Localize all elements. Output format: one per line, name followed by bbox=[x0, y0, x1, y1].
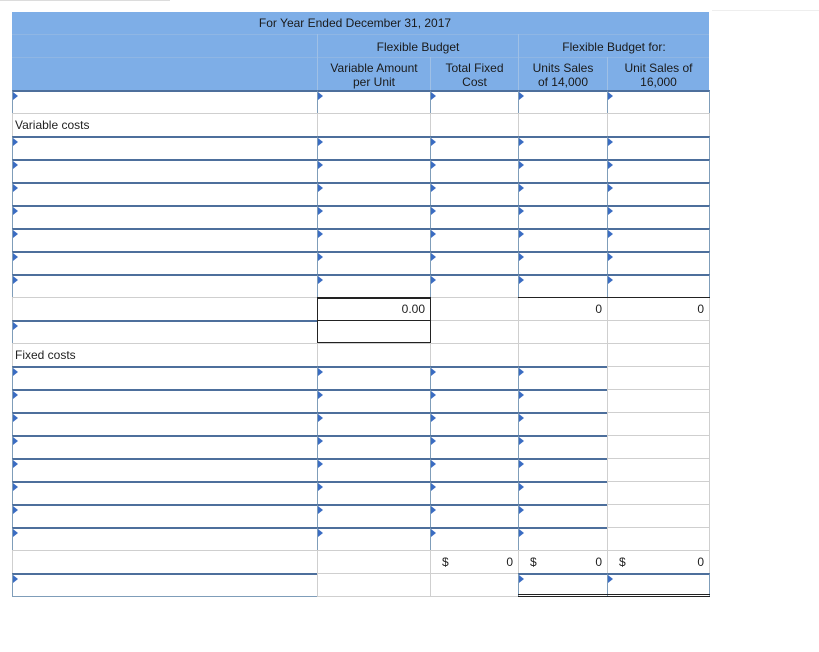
dropdown-marker-icon bbox=[431, 391, 436, 399]
fixed-cost-row-input[interactable] bbox=[518, 366, 608, 390]
dropdown-marker-icon bbox=[13, 575, 18, 583]
dropdown-marker-icon bbox=[318, 207, 323, 215]
fixed-cost-row-input[interactable] bbox=[12, 412, 318, 436]
fixed-cost-row-cell bbox=[607, 389, 710, 413]
variable-costs-label-row-cell bbox=[317, 113, 431, 137]
net-income-row-cell bbox=[430, 573, 519, 597]
dollar-sign: $ bbox=[530, 555, 537, 569]
fixed-cost-row-input[interactable] bbox=[518, 481, 608, 505]
col-header-units-16000-line2: 16,000 bbox=[640, 75, 677, 89]
fixed-total-row-cell bbox=[12, 550, 318, 574]
variable-cost-row-input[interactable] bbox=[430, 159, 519, 183]
top-divider bbox=[0, 0, 170, 1]
dropdown-marker-icon bbox=[519, 184, 524, 192]
fixed-cost-row-input[interactable] bbox=[317, 458, 431, 482]
fixed-cost-row-input[interactable] bbox=[518, 458, 608, 482]
header-input-row-input[interactable] bbox=[12, 90, 318, 114]
fixed-cost-row-input[interactable] bbox=[430, 435, 519, 459]
dropdown-marker-icon bbox=[431, 184, 436, 192]
fixed-cost-row-input[interactable] bbox=[430, 458, 519, 482]
dropdown-marker-icon bbox=[13, 460, 18, 468]
dropdown-marker-icon bbox=[431, 529, 436, 537]
fixed-cost-row-input[interactable] bbox=[12, 527, 318, 551]
fixed-cost-row-cell bbox=[607, 458, 710, 482]
header-divider bbox=[12, 34, 709, 35]
variable-total-row-cell bbox=[12, 297, 318, 321]
fixed-cost-row-cell bbox=[607, 366, 710, 390]
dropdown-marker-icon bbox=[519, 506, 524, 514]
dropdown-marker-icon bbox=[318, 368, 323, 376]
dropdown-marker-icon bbox=[519, 276, 524, 284]
net-income-row-input[interactable] bbox=[12, 573, 318, 597]
variable-cost-row-input[interactable] bbox=[317, 274, 431, 298]
dropdown-marker-icon bbox=[519, 161, 524, 169]
dropdown-marker-icon bbox=[519, 529, 524, 537]
dropdown-marker-icon bbox=[318, 184, 323, 192]
contribution-row-cell bbox=[518, 320, 608, 344]
fixed-cost-row-input[interactable] bbox=[518, 389, 608, 413]
total-value: 0 bbox=[697, 555, 704, 569]
dropdown-marker-icon bbox=[318, 483, 323, 491]
dropdown-marker-icon bbox=[431, 138, 436, 146]
dropdown-marker-icon bbox=[431, 276, 436, 284]
dropdown-marker-icon bbox=[519, 230, 524, 238]
variable-cost-row-input[interactable] bbox=[317, 205, 431, 229]
variable-cost-row-input[interactable] bbox=[317, 159, 431, 183]
fixed-cost-row-input[interactable] bbox=[430, 366, 519, 390]
dropdown-marker-icon bbox=[608, 138, 613, 146]
double-rule bbox=[607, 594, 710, 595]
variable-cost-row-input[interactable] bbox=[430, 205, 519, 229]
fixed-cost-row-input[interactable] bbox=[317, 412, 431, 436]
fixed-cost-row-input[interactable] bbox=[12, 504, 318, 528]
dropdown-marker-icon bbox=[13, 391, 18, 399]
dropdown-marker-icon bbox=[431, 437, 436, 445]
col-header-variable-line1: Variable Amount bbox=[330, 61, 418, 75]
dropdown-marker-icon bbox=[519, 437, 524, 445]
dropdown-marker-icon bbox=[608, 161, 613, 169]
dollar-sign: $ bbox=[442, 555, 449, 569]
fixed-cost-row-cell bbox=[607, 527, 710, 551]
dropdown-marker-icon bbox=[431, 414, 436, 422]
col-header-fixed bbox=[431, 61, 518, 89]
variable-cost-row-input[interactable] bbox=[607, 182, 710, 206]
contribution-row-cell bbox=[607, 320, 710, 344]
dropdown-marker-icon bbox=[13, 506, 18, 514]
variable-cost-row-input[interactable] bbox=[518, 182, 608, 206]
flexible-budget-for-heading: Flexible Budget for: bbox=[562, 40, 666, 54]
dropdown-marker-icon bbox=[13, 322, 18, 330]
total-rule bbox=[607, 297, 710, 298]
total-value: 0 bbox=[506, 555, 513, 569]
top-divider-right bbox=[712, 10, 819, 11]
dropdown-marker-icon bbox=[13, 230, 18, 238]
dropdown-marker-icon bbox=[13, 368, 18, 376]
dropdown-marker-icon bbox=[608, 253, 613, 261]
total-rule bbox=[518, 297, 608, 298]
dropdown-marker-icon bbox=[519, 92, 524, 100]
net-income-row-cell bbox=[317, 573, 431, 597]
dropdown-marker-icon bbox=[608, 207, 613, 215]
fixed-cost-row-input[interactable] bbox=[12, 366, 318, 390]
dropdown-marker-icon bbox=[519, 138, 524, 146]
variable-cost-row-input[interactable] bbox=[518, 251, 608, 275]
total-value: 0.00 bbox=[401, 302, 425, 316]
dollar-sign: $ bbox=[619, 555, 626, 569]
variable-cost-row-input[interactable] bbox=[12, 136, 318, 160]
dropdown-marker-icon bbox=[608, 276, 613, 284]
variable-cost-row-input[interactable] bbox=[518, 228, 608, 252]
dropdown-marker-icon bbox=[13, 253, 18, 261]
dropdown-marker-icon bbox=[13, 207, 18, 215]
col-header-units-14000-line2: of 14,000 bbox=[537, 75, 589, 89]
dropdown-marker-icon bbox=[431, 253, 436, 261]
dropdown-marker-icon bbox=[519, 414, 524, 422]
dropdown-marker-icon bbox=[13, 184, 18, 192]
dropdown-marker-icon bbox=[519, 368, 524, 376]
statement-title: For Year Ended December 31, 2017 bbox=[258, 16, 452, 30]
dropdown-marker-icon bbox=[13, 483, 18, 491]
contribution-box bbox=[317, 320, 431, 344]
variable-cost-row-input[interactable] bbox=[430, 228, 519, 252]
variable-cost-row-input[interactable] bbox=[607, 274, 710, 298]
flexible-budget-heading: Flexible Budget bbox=[376, 40, 460, 54]
fixed-costs-label-row-cell bbox=[317, 343, 431, 367]
dropdown-marker-icon bbox=[318, 276, 323, 284]
dropdown-marker-icon bbox=[13, 138, 18, 146]
variable-costs-label-row-cell bbox=[518, 113, 608, 137]
fixed-cost-row-input[interactable] bbox=[317, 504, 431, 528]
total-value: 0 bbox=[595, 555, 602, 569]
col-header-units-16000 bbox=[608, 61, 709, 89]
dropdown-marker-icon bbox=[519, 253, 524, 261]
dropdown-marker-icon bbox=[431, 368, 436, 376]
fixed-cost-row-input[interactable] bbox=[317, 366, 431, 390]
dropdown-marker-icon bbox=[608, 184, 613, 192]
fixed-cost-row-input[interactable] bbox=[317, 527, 431, 551]
fixed-cost-row-cell bbox=[607, 481, 710, 505]
variable-costs-label-row-cell bbox=[607, 113, 710, 137]
col-header-units-14000 bbox=[519, 61, 607, 89]
dropdown-marker-icon bbox=[318, 506, 323, 514]
dropdown-marker-icon bbox=[318, 437, 323, 445]
header-input-row-input[interactable] bbox=[430, 90, 519, 114]
fixed-cost-row-input[interactable] bbox=[12, 435, 318, 459]
dropdown-marker-icon bbox=[608, 575, 613, 583]
variable-costs-label-row-cell bbox=[430, 113, 519, 137]
dropdown-marker-icon bbox=[431, 92, 436, 100]
variable-cost-row-input[interactable] bbox=[317, 251, 431, 275]
contribution-row-cell bbox=[430, 320, 519, 344]
variable-cost-row-input[interactable] bbox=[317, 182, 431, 206]
fixed-cost-row-input[interactable] bbox=[317, 389, 431, 413]
col-header-fixed-line2: Cost bbox=[462, 75, 487, 89]
total-value: 0 bbox=[697, 302, 704, 316]
dropdown-marker-icon bbox=[318, 529, 323, 537]
dropdown-marker-icon bbox=[431, 161, 436, 169]
col-header-variable-line2: per Unit bbox=[352, 75, 396, 89]
fixed-cost-row-input[interactable] bbox=[518, 435, 608, 459]
dropdown-marker-icon bbox=[431, 483, 436, 491]
fixed-cost-row-input[interactable] bbox=[12, 389, 318, 413]
fixed-cost-row-input[interactable] bbox=[518, 504, 608, 528]
dropdown-marker-icon bbox=[13, 437, 18, 445]
col-header-units-16000-line1: Unit Sales of bbox=[624, 61, 693, 75]
fixed-cost-row-input[interactable] bbox=[518, 527, 608, 551]
variable-cost-row-input[interactable] bbox=[317, 136, 431, 160]
dropdown-marker-icon bbox=[13, 414, 18, 422]
variable-cost-row-input[interactable] bbox=[607, 136, 710, 160]
fixed-cost-row-input[interactable] bbox=[518, 412, 608, 436]
fixed-cost-row-cell bbox=[607, 504, 710, 528]
header-input-row-input[interactable] bbox=[317, 90, 431, 114]
variable-cost-row-input[interactable] bbox=[518, 136, 608, 160]
dropdown-marker-icon bbox=[519, 460, 524, 468]
fixed-cost-row-cell bbox=[607, 412, 710, 436]
fixed-cost-row-input[interactable] bbox=[430, 504, 519, 528]
fixed-cost-row-input[interactable] bbox=[317, 435, 431, 459]
variable-cost-row-input[interactable] bbox=[317, 228, 431, 252]
dropdown-marker-icon bbox=[13, 161, 18, 169]
variable-cost-row-input[interactable] bbox=[430, 251, 519, 275]
variable-cost-row-input[interactable] bbox=[518, 159, 608, 183]
double-rule bbox=[518, 596, 608, 597]
variable-cost-row-input[interactable] bbox=[12, 274, 318, 298]
variable-cost-row-input[interactable] bbox=[12, 228, 318, 252]
variable-total-row-cell bbox=[430, 297, 519, 321]
dropdown-marker-icon bbox=[318, 161, 323, 169]
dropdown-marker-icon bbox=[13, 276, 18, 284]
dropdown-marker-icon bbox=[431, 207, 436, 215]
header-divider bbox=[12, 57, 709, 58]
fixed-costs-label-row-cell bbox=[518, 343, 608, 367]
variable-cost-row-input[interactable] bbox=[430, 182, 519, 206]
col-header-fixed-line1: Total Fixed bbox=[445, 61, 504, 75]
dropdown-marker-icon bbox=[608, 92, 613, 100]
fixed-cost-row-input[interactable] bbox=[317, 481, 431, 505]
variable-cost-row-input[interactable] bbox=[12, 251, 318, 275]
fixed-total-row-cell bbox=[317, 550, 431, 574]
variable-total-row-cell bbox=[607, 297, 710, 321]
header-input-row-input[interactable] bbox=[518, 90, 608, 114]
dropdown-marker-icon bbox=[13, 92, 18, 100]
variable-cost-row-input[interactable] bbox=[607, 228, 710, 252]
variable-cost-row-input[interactable] bbox=[607, 159, 710, 183]
dropdown-marker-icon bbox=[519, 575, 524, 583]
variable-cost-row-input[interactable] bbox=[607, 205, 710, 229]
variable-cost-row-input[interactable] bbox=[12, 182, 318, 206]
dropdown-marker-icon bbox=[519, 483, 524, 491]
fixed-cost-row-cell bbox=[607, 435, 710, 459]
fixed-cost-row-input[interactable] bbox=[12, 458, 318, 482]
dropdown-marker-icon bbox=[318, 253, 323, 261]
dropdown-marker-icon bbox=[318, 92, 323, 100]
double-rule bbox=[607, 596, 710, 597]
dropdown-marker-icon bbox=[519, 207, 524, 215]
section-label: Fixed costs bbox=[15, 348, 76, 362]
dropdown-marker-icon bbox=[431, 460, 436, 468]
fixed-costs-label-row-cell bbox=[607, 343, 710, 367]
variable-cost-row-input[interactable] bbox=[607, 251, 710, 275]
fixed-cost-row-input[interactable] bbox=[430, 412, 519, 436]
dropdown-marker-icon bbox=[318, 230, 323, 238]
budget-grid bbox=[12, 90, 709, 598]
variable-cost-row-input[interactable] bbox=[12, 159, 318, 183]
fixed-cost-row-input[interactable] bbox=[430, 389, 519, 413]
dropdown-marker-icon bbox=[431, 230, 436, 238]
variable-cost-row-input[interactable] bbox=[518, 205, 608, 229]
fixed-costs-label-row-cell bbox=[430, 343, 519, 367]
section-label: Variable costs bbox=[15, 118, 90, 132]
dropdown-marker-icon bbox=[318, 414, 323, 422]
dropdown-marker-icon bbox=[318, 391, 323, 399]
variable-cost-row-input[interactable] bbox=[430, 136, 519, 160]
dropdown-marker-icon bbox=[519, 391, 524, 399]
col-header-units-14000-line1: Units Sales bbox=[532, 61, 594, 75]
dropdown-marker-icon bbox=[318, 460, 323, 468]
variable-cost-row-input[interactable] bbox=[430, 274, 519, 298]
double-rule bbox=[518, 594, 608, 595]
dropdown-marker-icon bbox=[13, 529, 18, 537]
dropdown-marker-icon bbox=[608, 230, 613, 238]
fixed-cost-row-input[interactable] bbox=[430, 481, 519, 505]
fixed-cost-row-input[interactable] bbox=[12, 481, 318, 505]
col-header-variable bbox=[318, 61, 430, 89]
variable-cost-row-input[interactable] bbox=[12, 205, 318, 229]
dropdown-marker-icon bbox=[431, 506, 436, 514]
total-value: 0 bbox=[595, 302, 602, 316]
dropdown-marker-icon bbox=[318, 138, 323, 146]
contribution-row-input[interactable] bbox=[12, 320, 318, 344]
fixed-cost-row-input[interactable] bbox=[430, 527, 519, 551]
variable-cost-row-input[interactable] bbox=[518, 274, 608, 298]
header-input-row-input[interactable] bbox=[607, 90, 710, 114]
